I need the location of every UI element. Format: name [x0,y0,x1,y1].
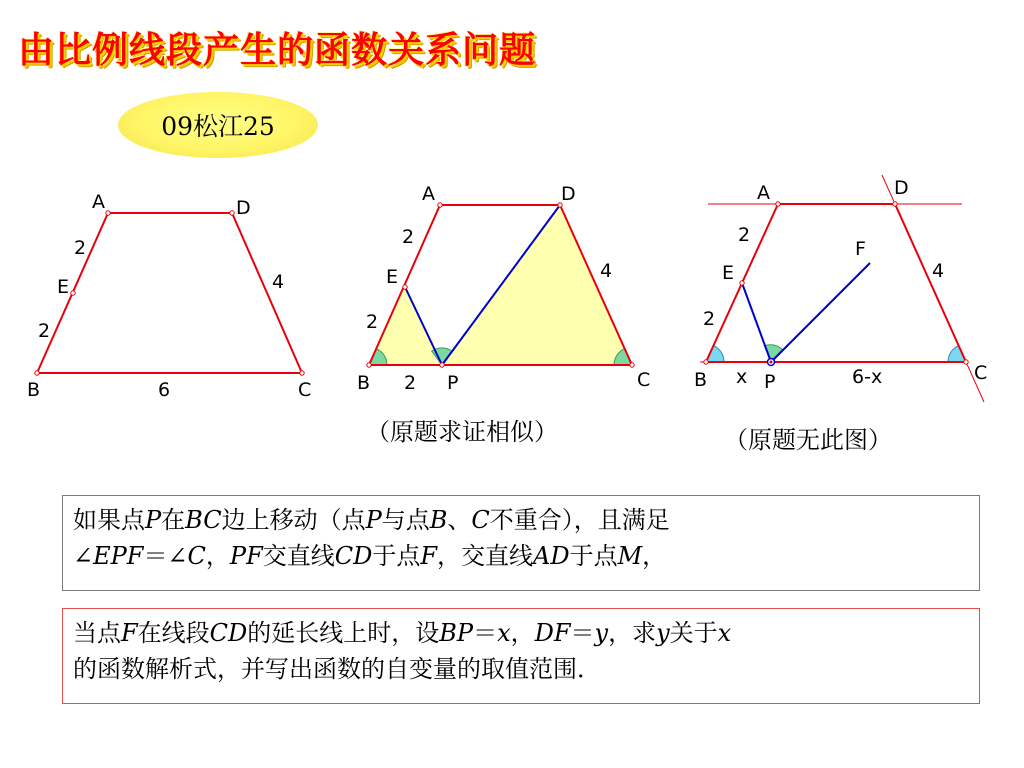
length-eb: 2 [703,308,716,330]
label-c: C [974,362,988,384]
point-d [893,202,897,206]
label-a: A [757,182,770,204]
label-c: C [637,369,651,391]
segment-ep [742,283,771,362]
point-p-inner [770,361,773,364]
problem-question-box: 当点F在线段CD的延长线上时，设BP＝x，DF＝y，求y关于x 的函数解析式，并写出函数的自变量的取值范围． [62,608,980,704]
label-p: P [764,371,776,393]
label-e: E [722,262,735,284]
length-dc: 4 [932,260,945,282]
label-b: B [694,369,708,391]
problem-condition-box: 如果点P在BC边上移动（点P与点B、C不重合），且满足 ∠EPF＝∠C，PF交直线CD于点F，交直线AD于点M， [62,495,980,591]
length-bp: x [736,366,748,388]
length-dc: 4 [272,271,285,293]
length-ae: 2 [738,224,751,246]
label-d: D [236,197,251,219]
label-e: E [386,266,399,288]
length-bp: 2 [404,372,417,394]
length-dc: 4 [600,260,613,282]
slide-title: 由比例线段产生的函数关系问题 [18,30,537,71]
length-eb: 2 [38,320,51,342]
label-d: D [894,177,909,199]
length-pc: 6-x [852,366,883,388]
label-d: D [561,183,576,205]
label-p: P [447,372,459,394]
label-f: F [855,238,866,260]
label-c: C [298,379,312,401]
length-bc: 6 [158,379,171,401]
point-e [740,281,744,285]
figure-2-caption: （原题求证相似） [366,418,558,446]
source-badge: 09松江25 [118,92,318,158]
label-a: A [92,191,105,213]
label-b: B [27,379,41,401]
label-b: B [357,372,371,394]
length-eb: 2 [366,311,379,333]
point-a [776,202,780,206]
label-e: E [57,276,70,298]
figure-3-caption: （原题无此图） [724,426,892,454]
length-ae: 2 [402,226,415,248]
length-ae: 2 [74,237,87,259]
point-c [964,360,968,364]
segment-pf [771,263,870,362]
point-b [704,360,708,364]
label-a: A [422,183,435,205]
